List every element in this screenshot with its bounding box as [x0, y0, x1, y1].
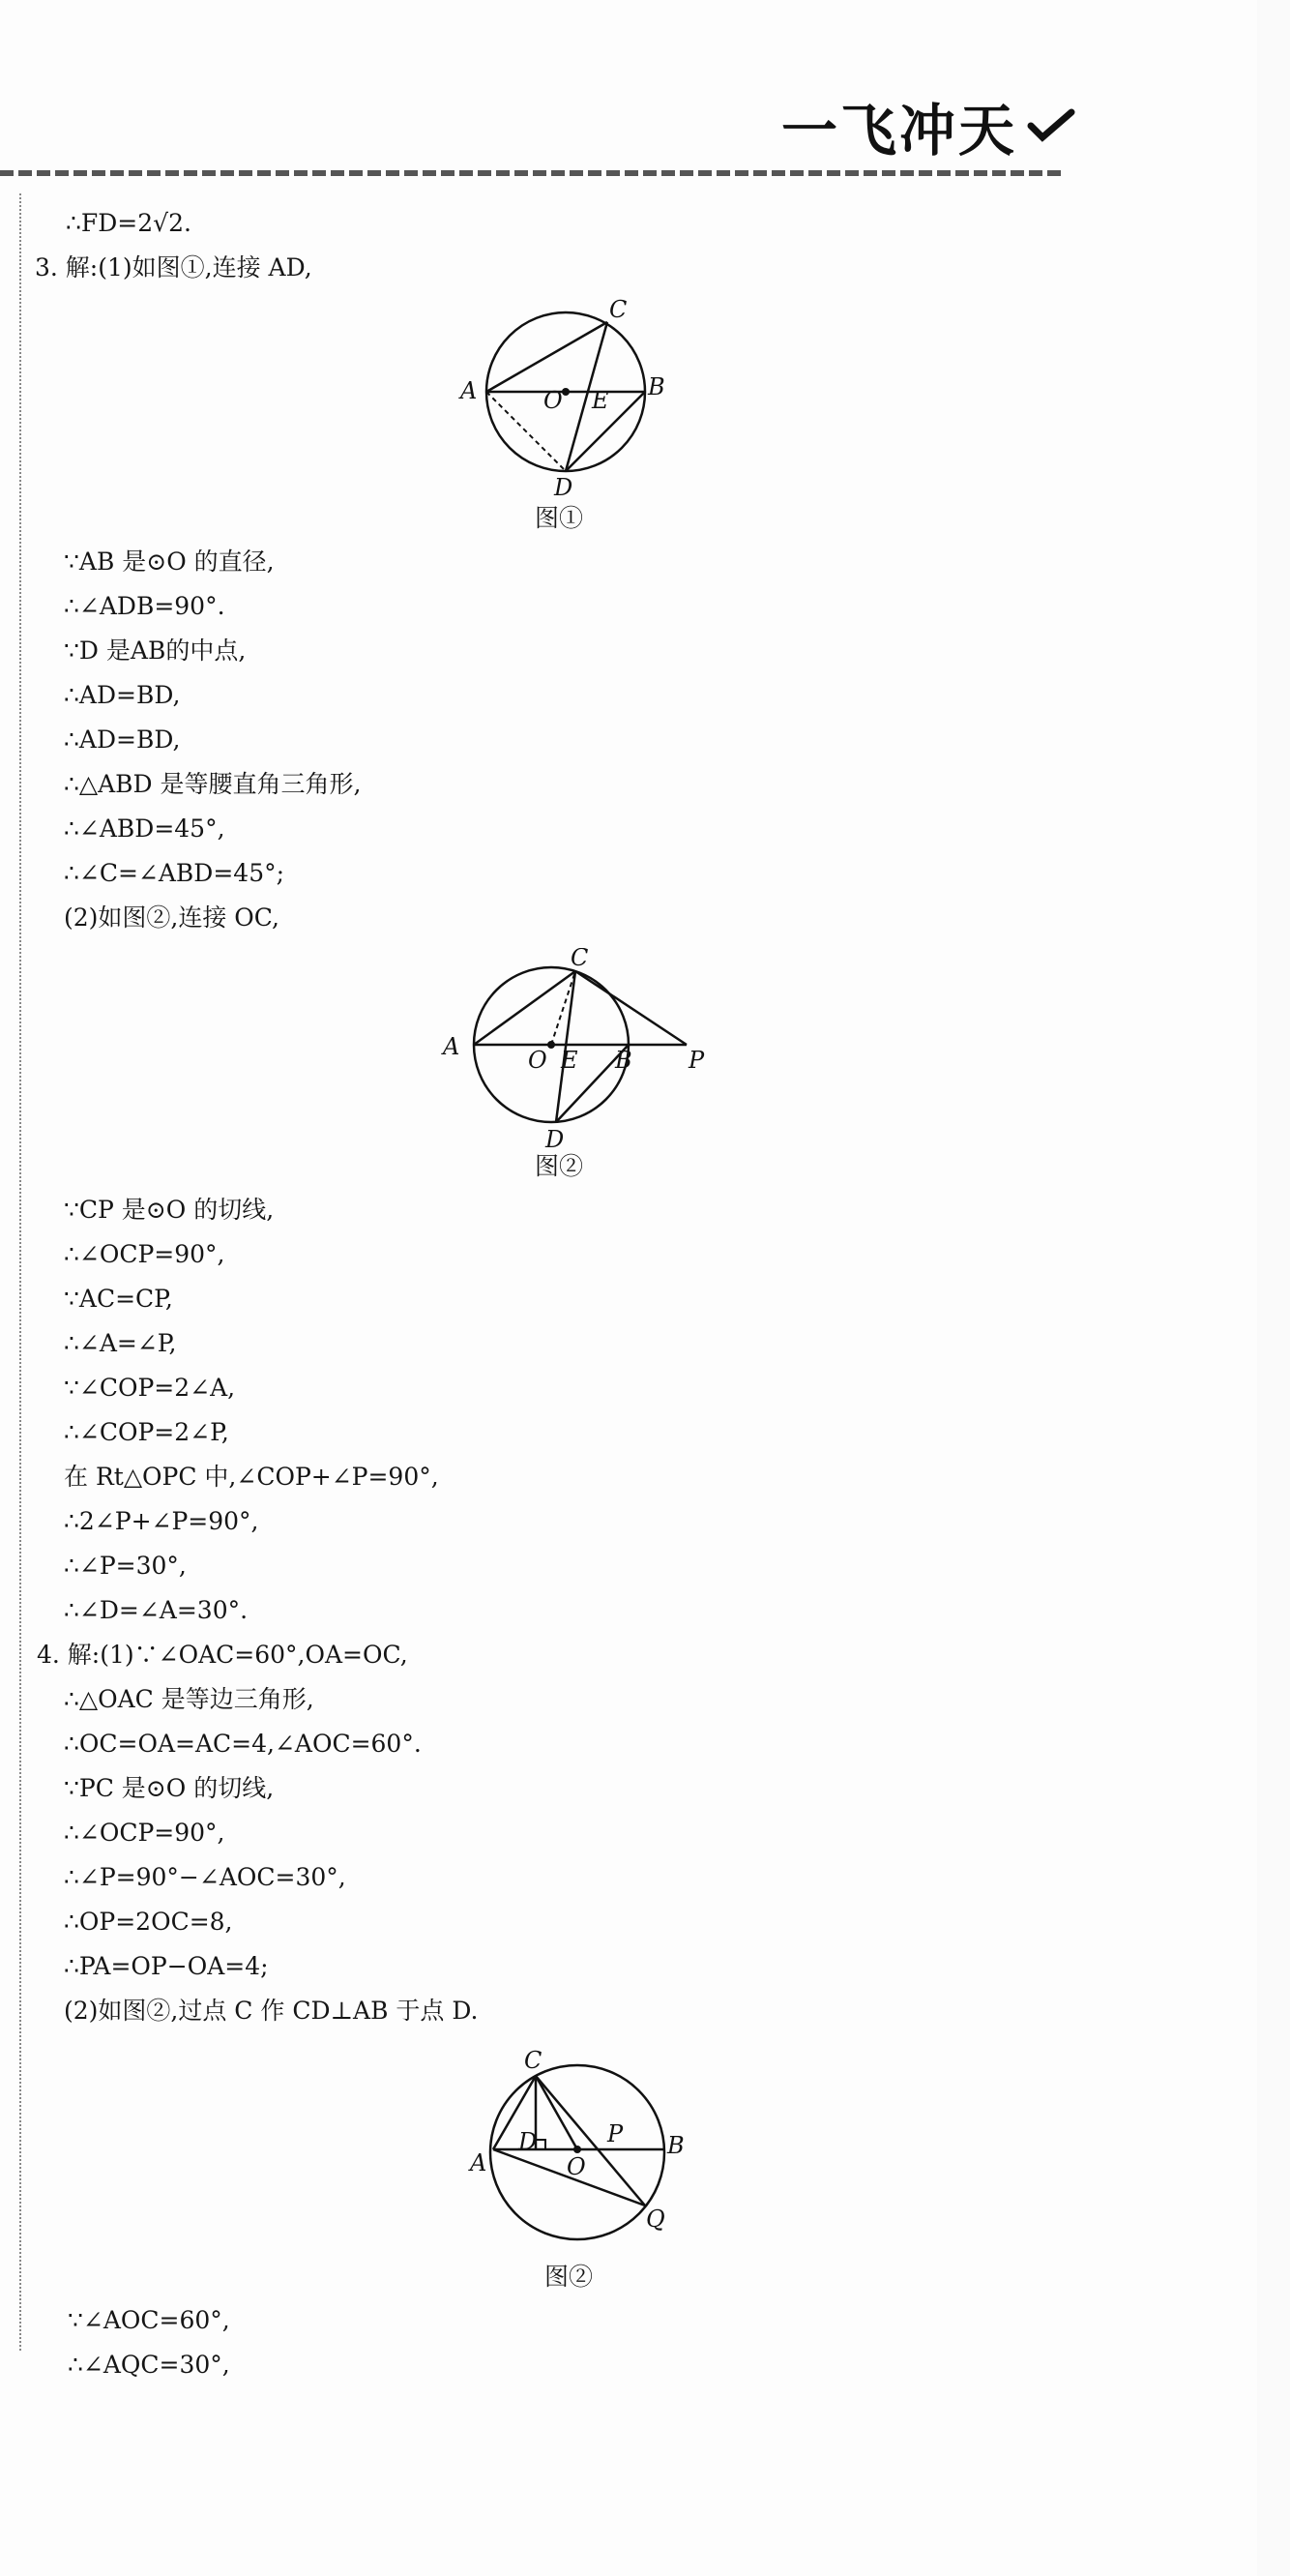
label-C: C	[524, 2047, 542, 2074]
label-B: B	[667, 2132, 685, 2159]
label-E: E	[561, 1047, 578, 1074]
figure-3-caption: 图②	[544, 2263, 594, 2291]
label-A: A	[460, 377, 478, 404]
problem-3-heading: 3. 解:(1)如图①,连接 AD,	[35, 253, 312, 281]
label-C: C	[609, 296, 628, 323]
solution-line: ∴∠P=90°−∠AOC=30°,	[64, 1863, 346, 1891]
solution-line: ∵D 是AB的中点,	[64, 637, 247, 665]
solution-line: ∴∠A=∠P,	[64, 1329, 177, 1357]
solution-line: ∴∠ADB=90°.	[64, 592, 225, 620]
margin-guide	[19, 193, 21, 2351]
label-P: P	[607, 2120, 624, 2147]
label-O: O	[567, 2153, 586, 2180]
problem-4-heading: 4. 解:(1)∵∠OAC=60°,OA=OC,	[37, 1641, 408, 1669]
solution-line: ∴OP=2OC=8,	[64, 1908, 233, 1936]
solution-line: ∴PA=OP−OA=4;	[64, 1952, 269, 1980]
label-C: C	[571, 948, 589, 971]
label-B: B	[648, 373, 665, 400]
solution-line: ∵CP 是⊙O 的切线,	[64, 1196, 275, 1224]
solution-line: ∴∠D=∠A=30°.	[64, 1596, 249, 1624]
header-divider	[0, 168, 1064, 178]
solution-line: ∴AD=BD,	[64, 725, 181, 754]
figure-1-circle-diagram	[454, 290, 677, 503]
solution-line: ∴2∠P+∠P=90°,	[64, 1507, 259, 1535]
check-mark-icon	[1027, 106, 1075, 145]
label-O: O	[543, 387, 563, 414]
solution-line: ∵AC=CP,	[64, 1285, 173, 1313]
label-O: O	[528, 1047, 547, 1074]
label-D: D	[554, 474, 573, 501]
solution-line: ∴∠AQC=30°,	[68, 2351, 230, 2379]
solution-line: ∴∠P=30°,	[64, 1552, 187, 1580]
brand-logo: 一飞冲天	[781, 98, 1018, 163]
solution-line: (2)如图②,过点 C 作 CD⊥AB 于点 D.	[64, 1997, 479, 2025]
figure-2-tangent-diagram	[435, 948, 716, 1161]
solution-line: ∵PC 是⊙O 的切线,	[64, 1774, 275, 1802]
solution-line: ∴OC=OA=AC=4,∠AOC=60°.	[64, 1730, 422, 1758]
solution-line: (2)如图②,连接 OC,	[64, 903, 279, 932]
solution-line: ∴△ABD 是等腰直角三角形,	[64, 770, 362, 798]
solution-line: ∴∠OCP=90°,	[64, 1240, 225, 1268]
label-B: B	[615, 1047, 632, 1074]
figure-3-perpendicular-diagram	[466, 2041, 698, 2264]
solution-line: ∴△OAC 是等边三角形,	[64, 1685, 314, 1713]
label-A: A	[443, 1033, 460, 1060]
solution-line: ∴∠OCP=90°,	[64, 1819, 225, 1847]
solution-line: ∵AB 是⊙O 的直径,	[64, 548, 275, 576]
label-D: D	[518, 2128, 538, 2155]
solution-line: 在 Rt△OPC 中,∠COP+∠P=90°,	[64, 1463, 439, 1491]
solution-line: ∵∠AOC=60°,	[68, 2306, 230, 2334]
solution-line: ∵∠COP=2∠A,	[64, 1374, 236, 1402]
label-D: D	[545, 1126, 565, 1153]
label-E: E	[592, 387, 609, 414]
solution-line: ∴∠C=∠ABD=45°;	[64, 859, 285, 887]
solution-line: ∴∠ABD=45°,	[64, 814, 225, 843]
solution-line: ∴AD=BD,	[64, 681, 181, 709]
label-P: P	[689, 1047, 705, 1074]
solution-line: ∴∠COP=2∠P,	[64, 1418, 229, 1446]
figure-2-caption: 图②	[535, 1152, 584, 1180]
label-A: A	[470, 2149, 487, 2176]
solution-line: ∴FD=2√2.	[66, 209, 191, 237]
figure-1-caption: 图①	[535, 504, 584, 532]
label-Q: Q	[646, 2206, 665, 2233]
